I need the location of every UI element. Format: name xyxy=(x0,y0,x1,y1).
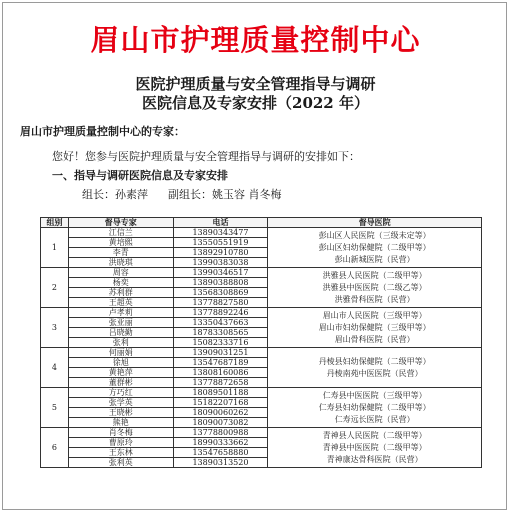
expert-name: 李青 xyxy=(68,248,173,258)
hospital-name: 仁寿县妇幼保健院（二级甲等） xyxy=(318,402,431,412)
supervised-hospitals xyxy=(268,388,482,428)
hospital-name: 丹棱县妇幼保健院（二级甲等） xyxy=(318,356,431,366)
expert-phone: 13778827580 xyxy=(173,298,268,308)
expert-phone: 18090060262 xyxy=(173,408,268,418)
supervised-hospitals xyxy=(268,228,482,268)
group-number: 4 xyxy=(41,348,69,388)
table-row xyxy=(41,428,482,438)
expert-name: 何丽娟 xyxy=(68,348,173,358)
expert-name: 肖冬梅 xyxy=(68,428,173,438)
expert-phone: 18090073082 xyxy=(173,418,268,428)
section-heading: 一、指导与调研医院信息及专家安排 xyxy=(52,169,228,182)
expert-name: 杨奕 xyxy=(68,278,173,288)
hospital-name: 仁寿远长医院（民营） xyxy=(334,414,415,424)
expert-phone: 18089501188 xyxy=(173,388,268,398)
hospital-name: 彭山新城医院（民营） xyxy=(334,254,415,264)
expert-phone: 13778872658 xyxy=(173,378,268,388)
expert-name: 张学英 xyxy=(68,398,173,408)
hospital-name: 眉山市人民医院（三级甲等） xyxy=(322,310,427,320)
expert-phone: 13890343477 xyxy=(173,228,268,238)
header-hospital: 督导医院 xyxy=(268,218,482,228)
table-header-row xyxy=(41,218,482,228)
expert-phone: 13550551919 xyxy=(173,238,268,248)
hospital-name: 洪雅骨科医院（民营） xyxy=(334,294,415,304)
group-number: 5 xyxy=(41,388,69,428)
group-number: 2 xyxy=(41,268,69,308)
group-number: 6 xyxy=(41,428,69,468)
expert-name: 洪晓琪 xyxy=(68,258,173,268)
expert-name: 黄培熙 xyxy=(68,238,173,248)
supervised-hospitals xyxy=(268,268,482,308)
expert-name: 黄艳萍 xyxy=(68,368,173,378)
expert-name: 张亚丽 xyxy=(68,318,173,328)
expert-phone: 13568308869 xyxy=(173,288,268,298)
group-leader: 组长：孙素萍 xyxy=(82,188,148,201)
expert-phone: 13909031251 xyxy=(173,348,268,358)
expert-name: 王超英 xyxy=(68,298,173,308)
expert-name: 周容 xyxy=(68,268,173,278)
table-row xyxy=(41,268,482,278)
expert-name: 吕晓勤 xyxy=(68,328,173,338)
expert-phone: 13778892246 xyxy=(173,308,268,318)
expert-phone: 13990346517 xyxy=(173,268,268,278)
hospital-name: 青神县人民医院（二级甲等） xyxy=(322,430,427,440)
hospital-name: 洪雅县人民医院（二级甲等） xyxy=(322,270,427,280)
hospital-name: 洪雅县中医医院（二级乙等） xyxy=(322,282,427,292)
addressee: 眉山市护理质量控制中心的专家： xyxy=(20,125,185,138)
deputy-leaders: 副组长：姚玉容 肖冬梅 xyxy=(168,188,282,201)
table-row xyxy=(41,388,482,398)
expert-phone: 15182207168 xyxy=(173,398,268,408)
hospital-name: 丹棱南苑中医医院（民营） xyxy=(326,368,423,378)
expert-phone: 18783308565 xyxy=(173,328,268,338)
header-phone: 电话 xyxy=(173,218,268,228)
expert-name: 江信兰 xyxy=(68,228,173,238)
expert-phone: 13890388808 xyxy=(173,278,268,288)
hospital-name: 青神县中医医院（二级甲等） xyxy=(322,442,427,452)
expert-phone: 15082333716 xyxy=(173,338,268,348)
group-number: 3 xyxy=(41,308,69,348)
table-body xyxy=(41,228,482,468)
expert-name: 方巧红 xyxy=(68,388,173,398)
sub-title-line-2: 医院信息及专家安排（2022 年） xyxy=(142,94,369,112)
table-row xyxy=(41,228,482,238)
expert-phone: 13990383038 xyxy=(173,258,268,268)
expert-name: 王晓彬 xyxy=(68,408,173,418)
supervised-hospitals xyxy=(268,428,482,468)
supervised-hospitals xyxy=(268,348,482,388)
expert-name: 张利 xyxy=(68,338,173,348)
table-row xyxy=(41,308,482,318)
header-expert: 督导专家 xyxy=(68,218,173,228)
expert-name: 曹原玲 xyxy=(68,438,173,448)
main-title: 眉山市护理质量控制中心 xyxy=(90,23,421,57)
expert-schedule-table xyxy=(40,217,482,468)
hospital-name: 彭山区妇幼保健院（二级甲等） xyxy=(318,242,431,252)
table-row xyxy=(41,348,482,358)
greeting: 您好！您参与医院护理质量与安全管理指导与调研的安排如下： xyxy=(52,150,360,163)
expert-phone: 13547658880 xyxy=(173,448,268,458)
expert-phone: 13890313520 xyxy=(173,458,268,468)
expert-name: 董群彬 xyxy=(68,378,173,388)
expert-name: 徐旭 xyxy=(68,358,173,368)
expert-name: 熊艳 xyxy=(68,418,173,428)
expert-phone: 13808160086 xyxy=(173,368,268,378)
group-leaders xyxy=(82,186,282,202)
sub-title-line-1: 医院护理质量与安全管理指导与调研 xyxy=(135,75,376,93)
expert-name: 卢孝莉 xyxy=(68,308,173,318)
hospital-name: 眉山市妇幼保健院（三级甲等） xyxy=(318,322,431,332)
expert-phone: 13892910780 xyxy=(173,248,268,258)
expert-phone: 18990333662 xyxy=(173,438,268,448)
expert-phone: 13778800988 xyxy=(173,428,268,438)
expert-phone: 13547687189 xyxy=(173,358,268,368)
expert-name: 王东林 xyxy=(68,448,173,458)
expert-phone: 13350437663 xyxy=(173,318,268,328)
hospital-name: 仁寿县中医医院（三级甲等） xyxy=(322,390,427,400)
expert-name: 张利英 xyxy=(68,458,173,468)
supervised-hospitals xyxy=(268,308,482,348)
hospital-name: 彭山区人民医院（三级未定等） xyxy=(318,230,431,240)
hospital-name: 青神康达骨科医院（民营） xyxy=(326,454,423,464)
hospital-name: 眉山骨科医院（民营） xyxy=(334,334,415,344)
header-group: 组别 xyxy=(41,218,69,228)
group-number: 1 xyxy=(41,228,69,268)
expert-name: 苏利群 xyxy=(68,288,173,298)
